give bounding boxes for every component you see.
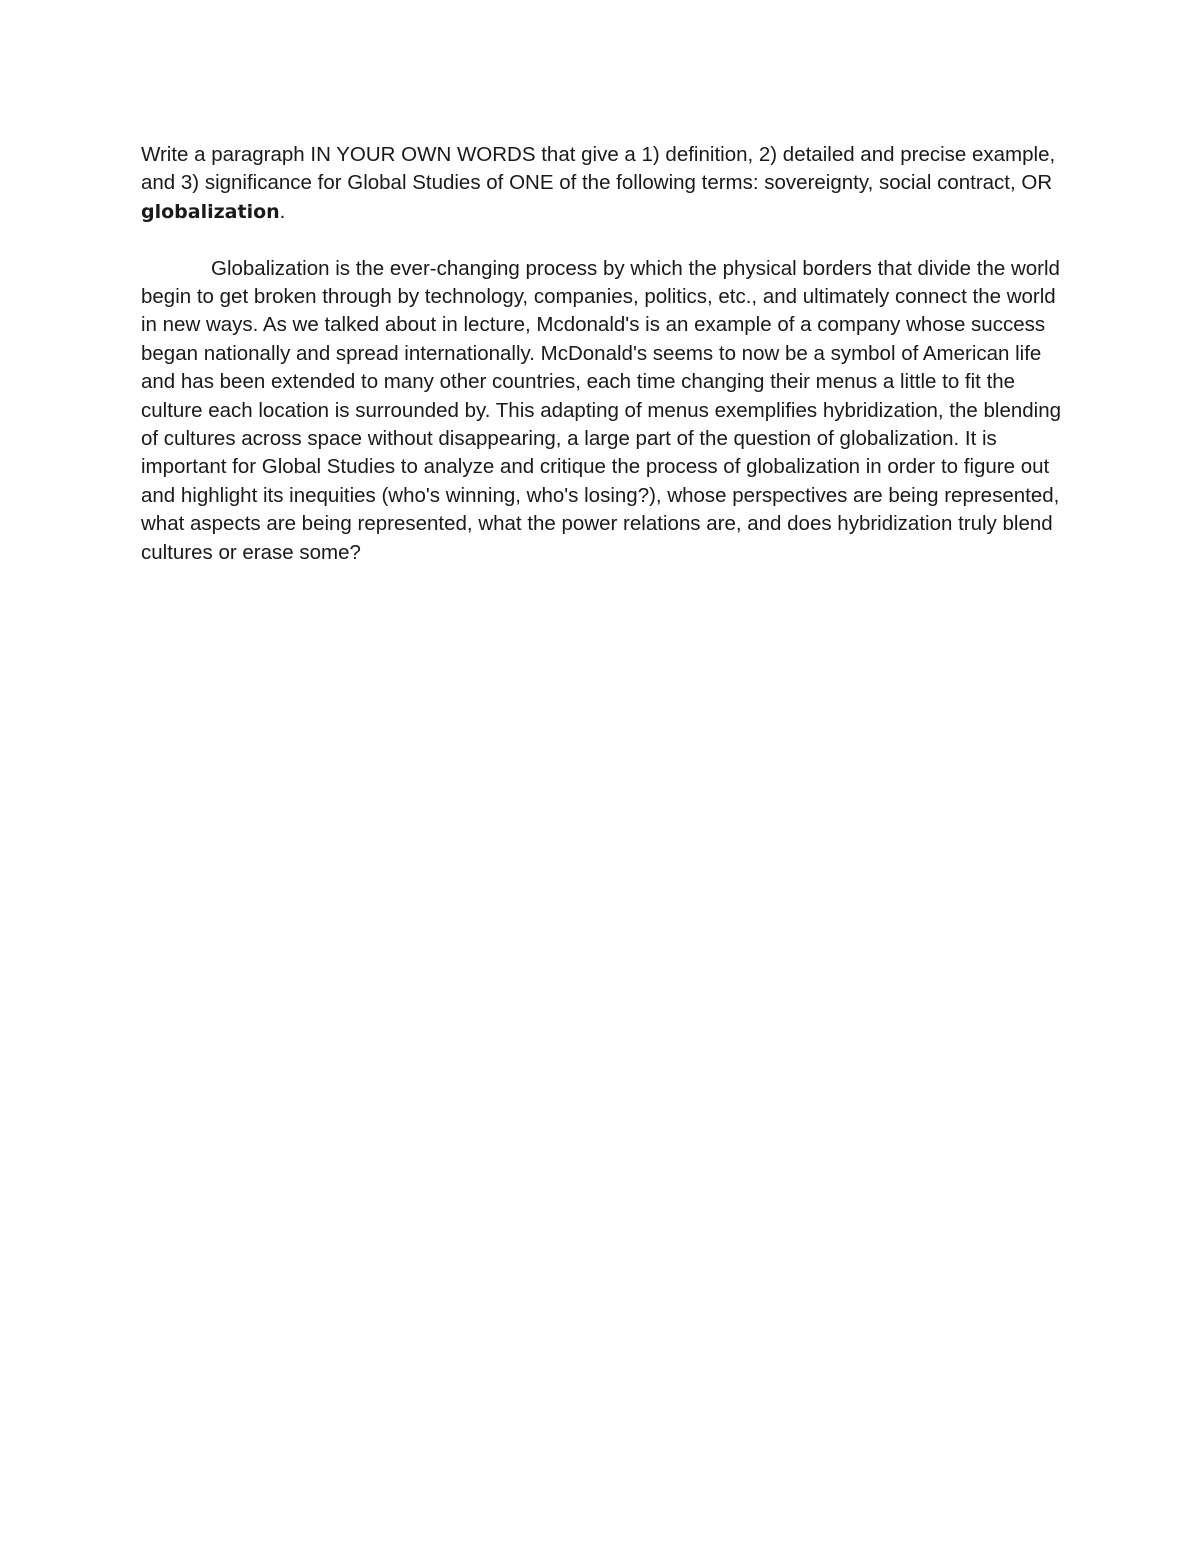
paragraph-gap	[141, 226, 1071, 254]
prompt-end-punctuation: .	[279, 199, 286, 223]
document-body	[141, 141, 1071, 567]
prompt-emphasis-term: globalization	[141, 200, 280, 223]
prompt-text: Write a paragraph IN YOUR OWN WORDS that give a 1) definition, 2) detailed and precise example, and 3) significance for Global Studies of ONE of the following terms: sovereignty, social contract, OR	[141, 143, 1056, 195]
assignment-prompt	[141, 141, 1071, 226]
answer-paragraph: Globalization is the ever-changing process by which the physical borders that divide the world begin to get broken through by technology, companies, politics, etc., and ultimately connect the world in new ways. As we talked about in lecture, Mcdonald's is an example of a company whose success began nationally and spread internationally. McDonald's seems to now be a symbol of American life and has been extended to many other countries, each time changing their menus a little to fit the culture each location is surrounded by. This adapting of menus exemplifies hybridization, the blending of cultures across space without disappearing, a large part of the question of globalization. It is important for Global Studies to analyze and critique the process of globalization in order to figure out and highlight its inequities (who's winning, who's losing?), whose perspectives are being represented, what aspects are being represented, what the power relations are, and does hybridization truly blend cultures or erase some?	[141, 256, 1062, 564]
